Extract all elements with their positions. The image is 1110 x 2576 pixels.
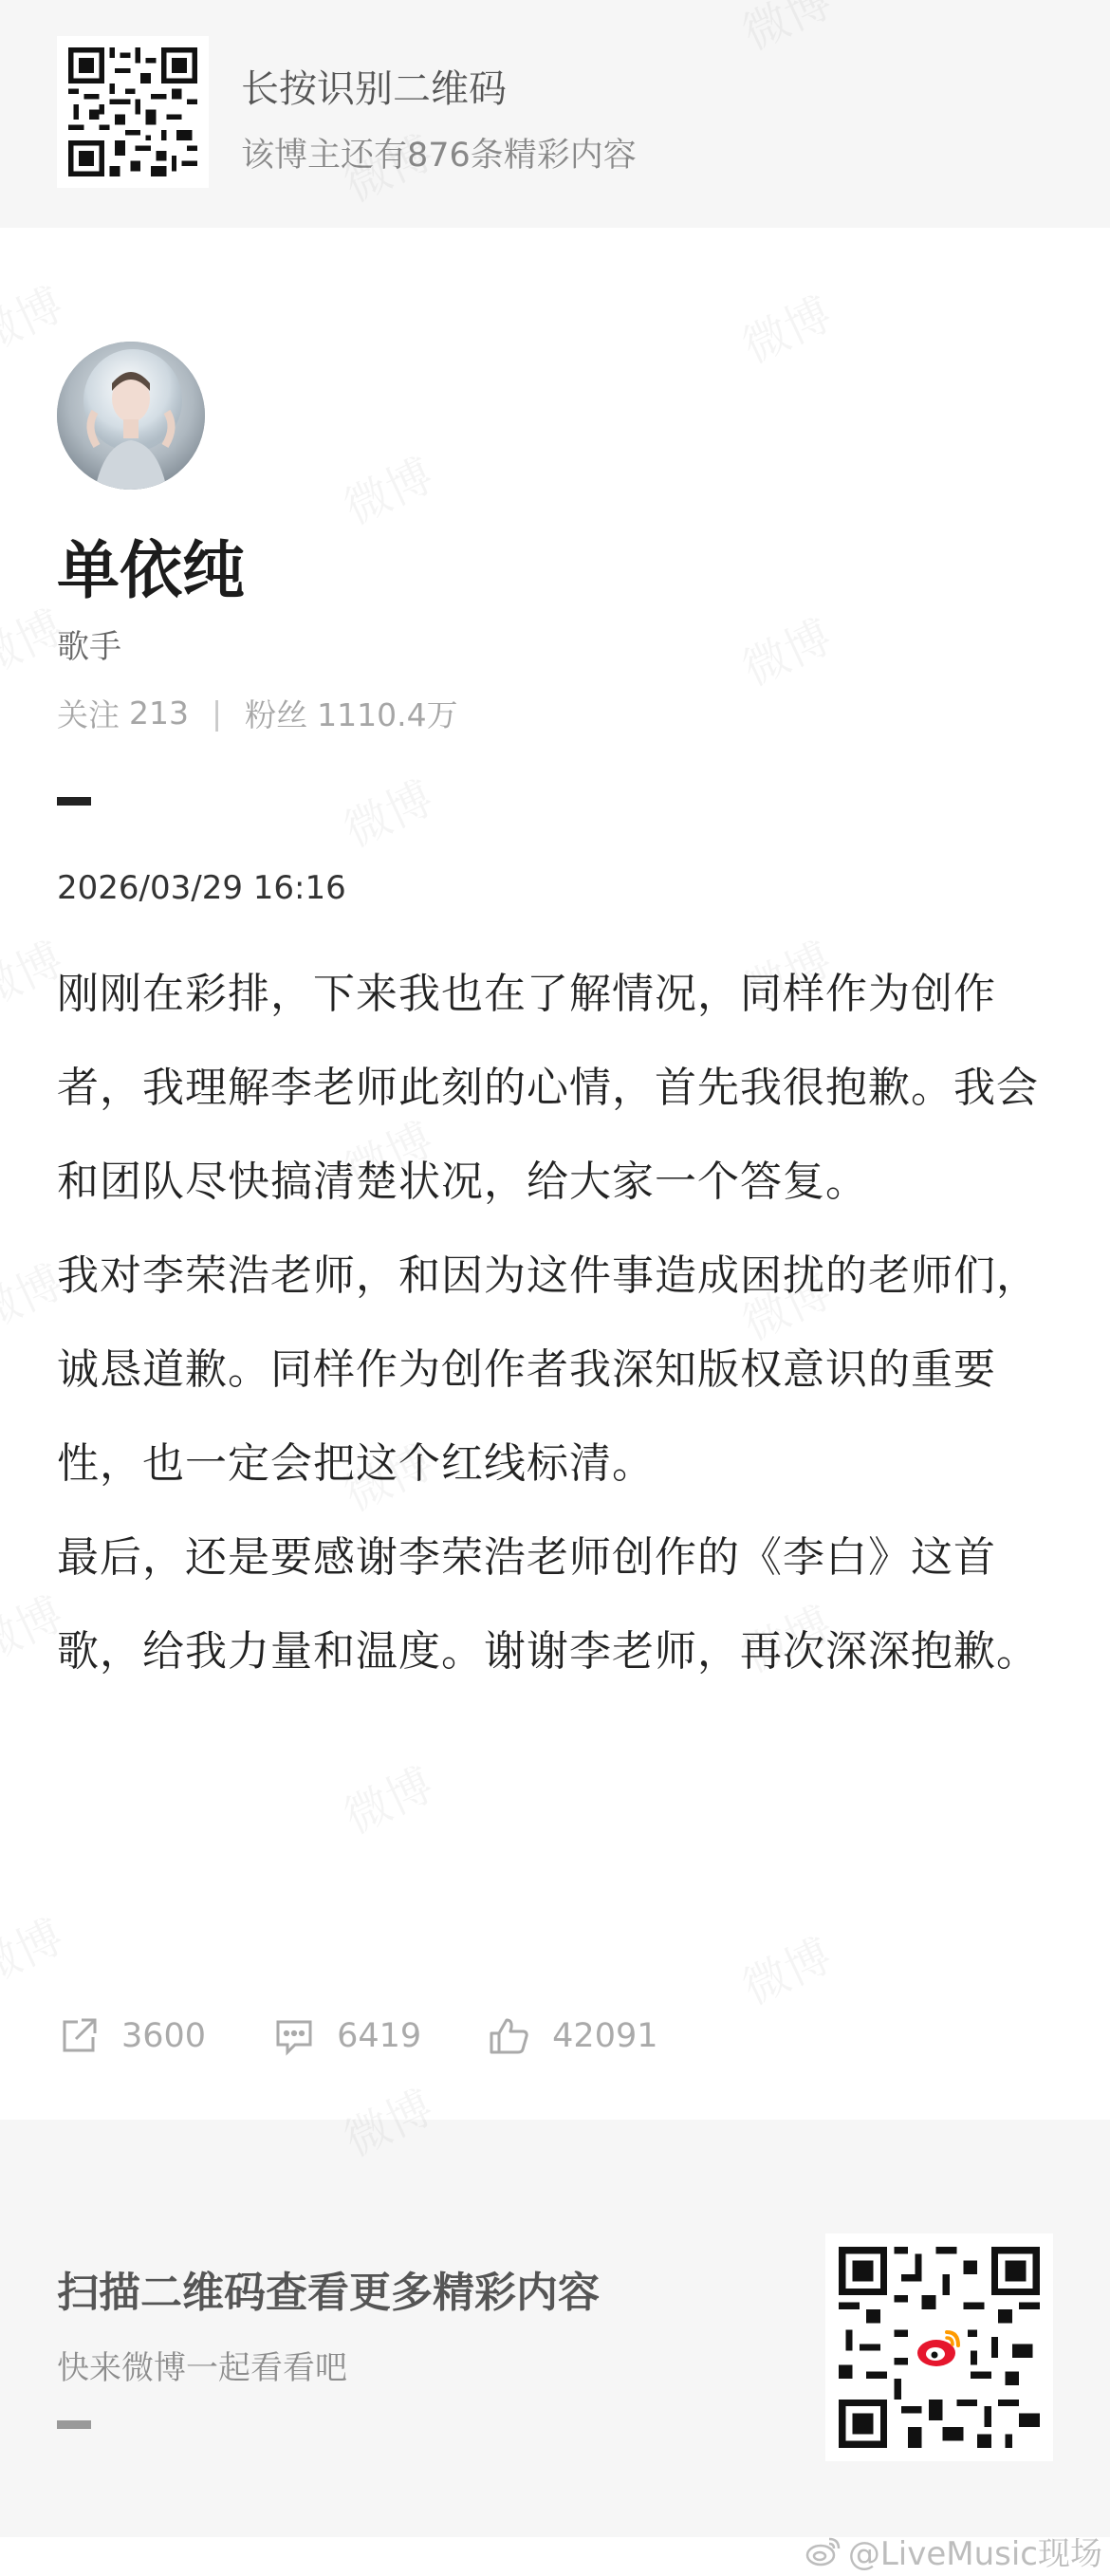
comment-button[interactable] — [272, 2014, 421, 2058]
watermark-text — [731, 1919, 841, 2017]
comment-count: 6419 — [337, 2017, 422, 2055]
following-count: 213 — [129, 695, 189, 732]
watermark-text — [731, 601, 841, 698]
bottom-title: 扫描二维码查看更多精彩内容 — [57, 2269, 600, 2317]
repost-button[interactable] — [57, 2014, 206, 2058]
weibo-logo-icon — [911, 2319, 968, 2376]
follow-stats — [57, 691, 458, 735]
weibo-logo-icon — [805, 2535, 842, 2567]
watermark-text — [731, 278, 841, 376]
watermark-text — [332, 1749, 442, 1846]
watermark-text — [332, 439, 442, 537]
banner-title: 长按识别二维码 — [241, 67, 507, 111]
user-title: 歌手 — [57, 628, 121, 666]
banner-subtitle: 该博主还有876条精彩内容 — [241, 137, 637, 175]
like-button[interactable] — [488, 2014, 657, 2058]
section-divider — [57, 797, 91, 806]
source-watermark-text: @LiveMusic现场 — [847, 2535, 1102, 2573]
post-actions — [57, 2010, 725, 2063]
post-paragraph: 我对李荣浩老师，和因为这件事造成困扰的老师们，诚恳道歉。同样作为创作者我深知版权意识的重要性，也一定会把这个红线标清。 — [57, 1251, 1039, 1488]
user-name[interactable]: 单依纯 — [57, 534, 245, 607]
post-paragraph: 刚刚在彩排，下来我也在了解情况，同样作为创作者，我理解李老师此刻的心情，首先我很抱歉。我会和团队尽快搞清楚状况，给大家一个答复。 — [57, 970, 1039, 1206]
post-paragraph: 最后，还是要感谢李荣浩老师创作的《李白》这首歌，给我力量和温度。谢谢李老师，再次深深抱歉。 — [57, 1533, 1039, 1676]
post-timestamp: 2026/03/29 16:16 — [57, 869, 346, 907]
source-watermark — [805, 2528, 1102, 2574]
stats-separator: | — [212, 695, 223, 732]
bottom-divider — [57, 2420, 91, 2429]
watermark-text — [0, 1900, 72, 1998]
bottom-subtitle: 快来微博一起看看吧 — [57, 2349, 347, 2387]
avatar[interactable] — [57, 342, 205, 490]
qr-code-large[interactable] — [825, 2233, 1053, 2461]
comment-icon — [272, 2014, 316, 2058]
thumbs-up-icon — [488, 2014, 531, 2058]
qr-banner — [0, 0, 1110, 228]
qr-code-small[interactable] — [57, 36, 209, 188]
like-count: 42091 — [552, 2017, 658, 2055]
watermark-text — [332, 762, 442, 860]
post-body — [57, 947, 1053, 1698]
following-label: 关注 — [57, 696, 120, 733]
followers-label: 粉丝 — [245, 696, 308, 733]
followers-count: 1110.4万 — [317, 696, 458, 733]
share-icon — [57, 2014, 101, 2058]
repost-count: 3600 — [121, 2017, 207, 2055]
watermark-text — [0, 269, 72, 366]
